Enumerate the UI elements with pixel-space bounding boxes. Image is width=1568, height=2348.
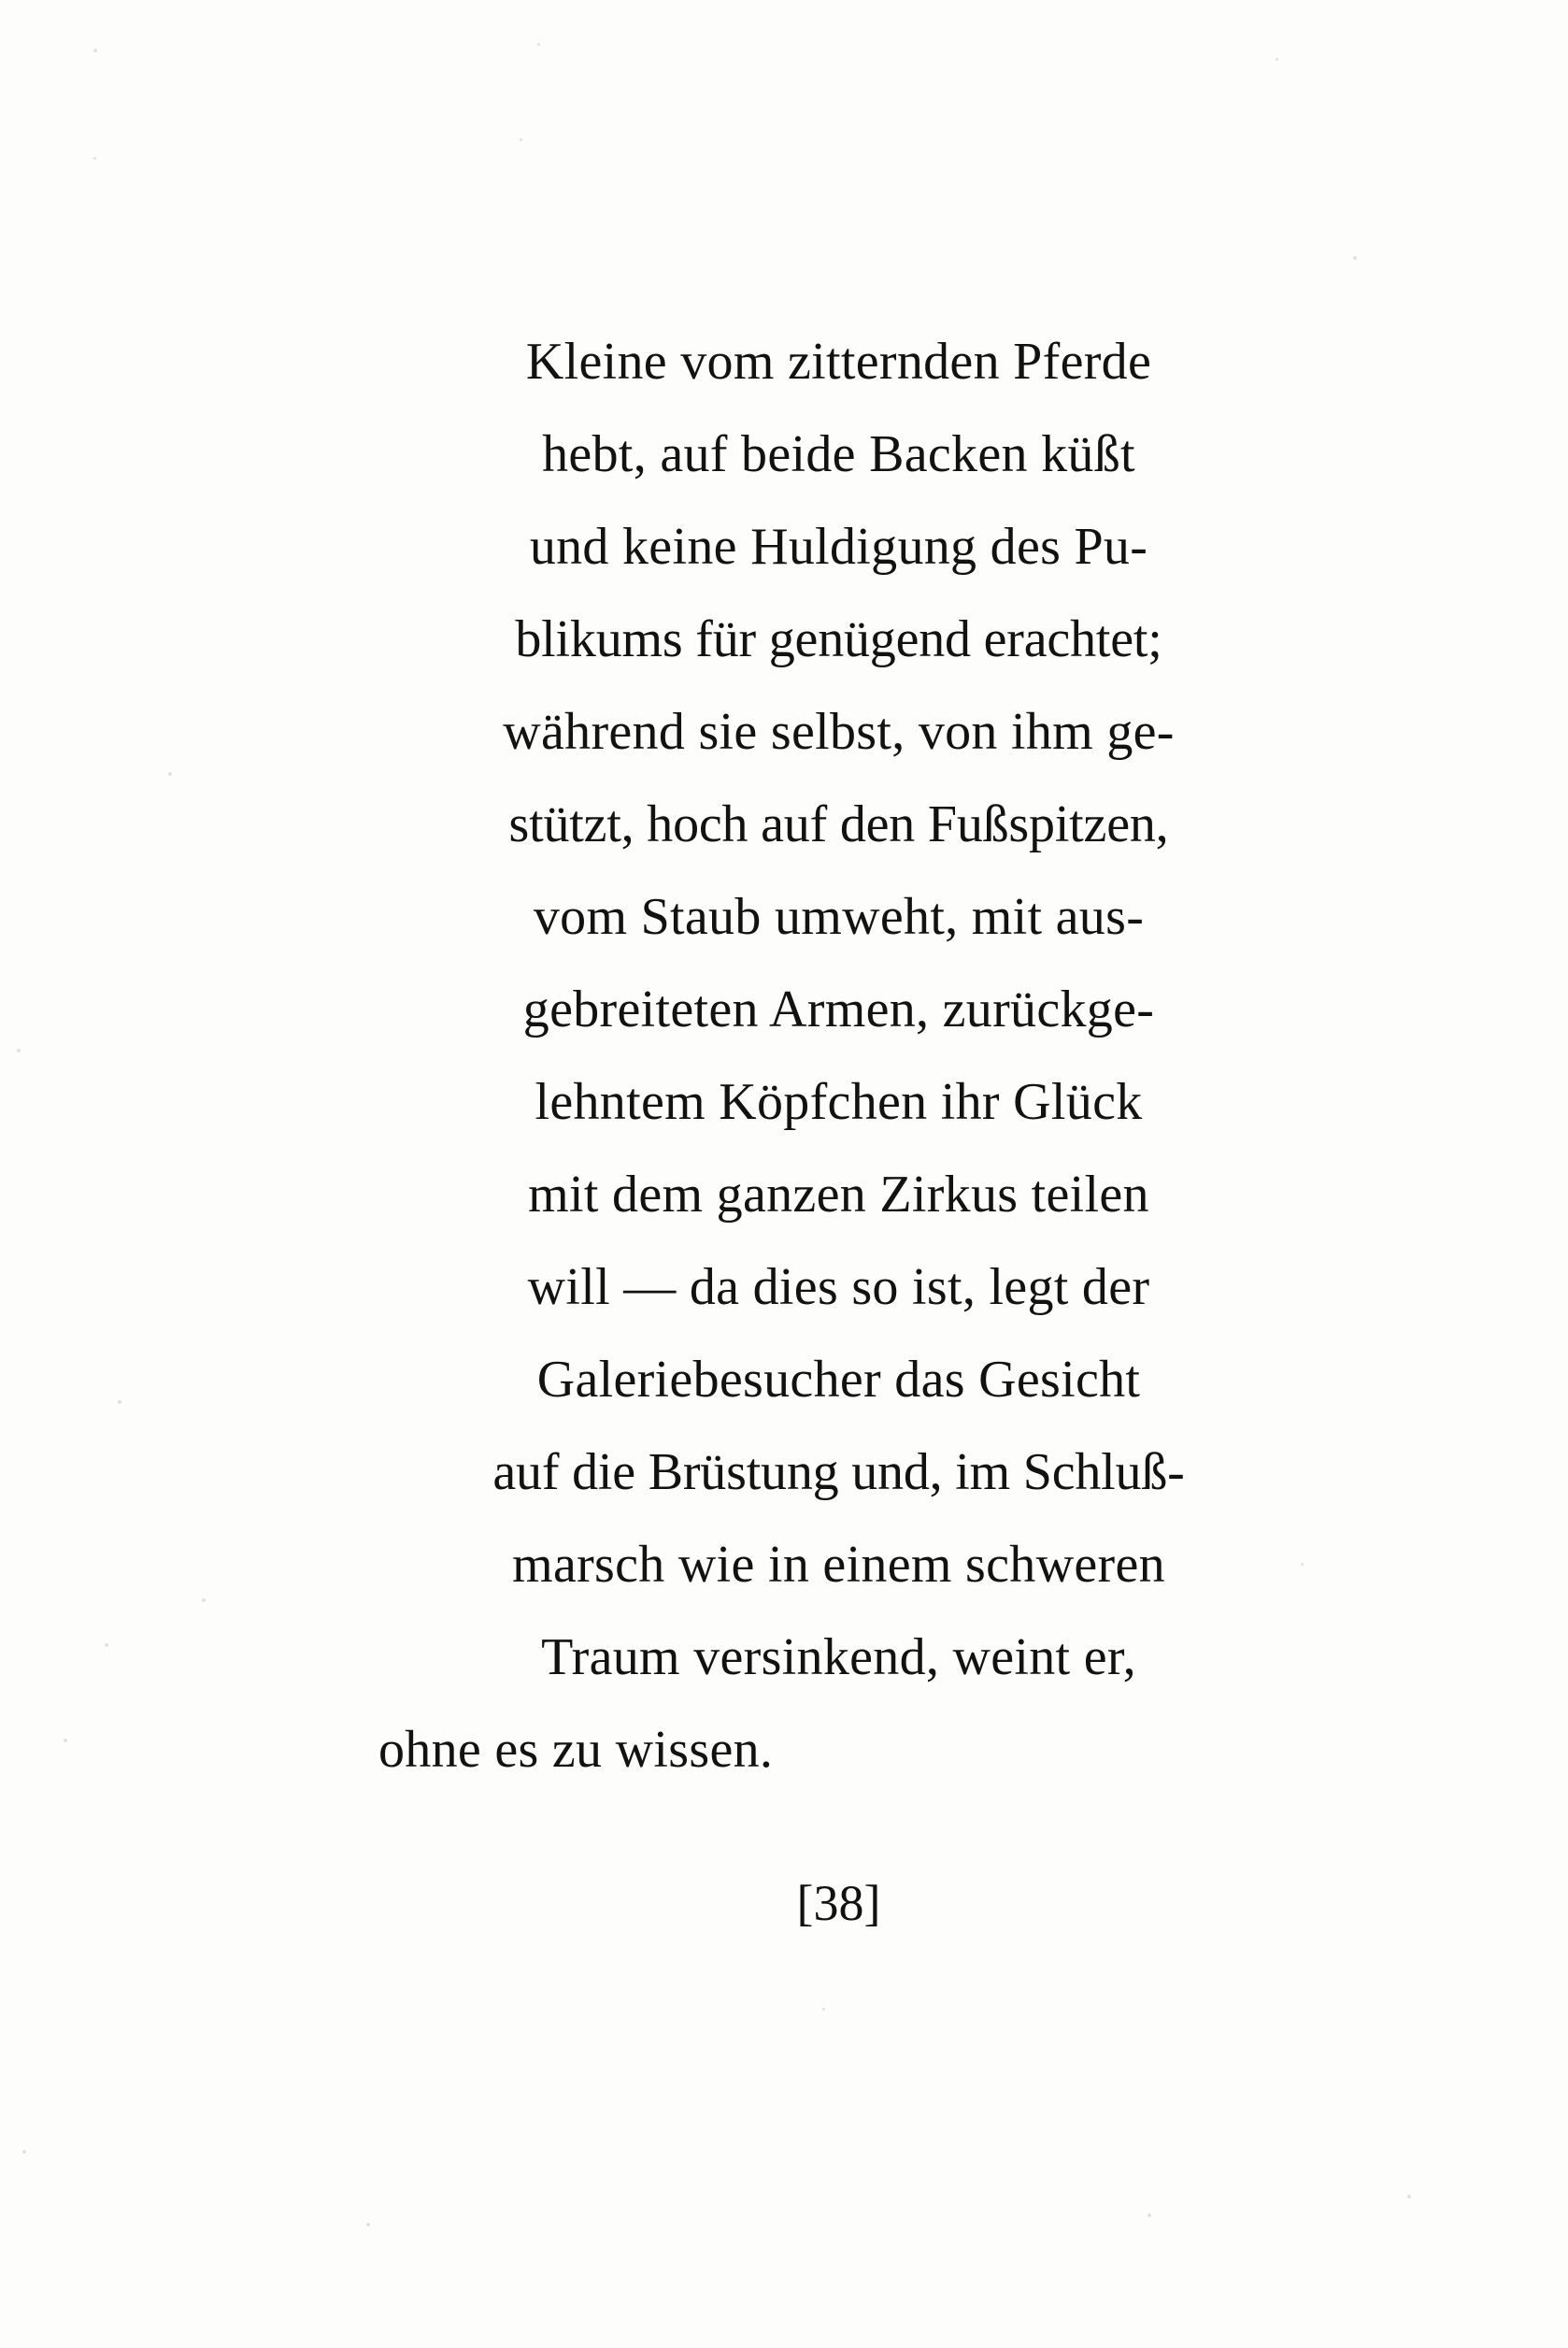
paper-speck [366, 2223, 370, 2226]
paper-speck [520, 138, 522, 141]
body-text [378, 316, 1299, 1797]
paper-speck [1353, 256, 1357, 260]
text-line: auf die Brüstung und, im Schluß- [492, 1443, 1185, 1501]
text-line: gebreiteten Armen, zurückge- [522, 981, 1155, 1038]
text-line: während sie selbst, von ihm ge- [503, 703, 1175, 761]
paper-speck [1407, 2195, 1411, 2198]
text-line: Kleine vom zitternden Pferde [525, 333, 1152, 391]
text-line: blikums für genügend erachtet; [515, 610, 1162, 668]
text-line: hebt, auf beide Backen küßt [542, 425, 1135, 483]
text-line: und keine Huldigung des Pu- [529, 518, 1148, 576]
paper-speck [537, 43, 540, 46]
paper-speck [1147, 2213, 1151, 2217]
paper-speck [93, 49, 97, 52]
text-line: stützt, hoch auf den Fußspitzen, [508, 795, 1169, 853]
paper-speck [1301, 1563, 1304, 1566]
paper-speck [118, 1400, 121, 1404]
text-line: Traum versinkend, weint er, [541, 1628, 1136, 1686]
paper-speck [202, 1598, 206, 1602]
paper-speck [105, 1643, 108, 1647]
text-line: ohne es zu wissen. [378, 1721, 774, 1779]
paper-speck [22, 2150, 26, 2154]
text-line: marsch wie in einem schweren [512, 1536, 1165, 1594]
paper-speck [168, 772, 172, 776]
paper-speck [93, 157, 96, 160]
paper-speck [17, 1049, 21, 1052]
paper-speck [822, 2008, 825, 2011]
text-line: lehntem Köpfchen ihr Glück [535, 1073, 1143, 1131]
text-line: mit dem ganzen Zirkus teilen [528, 1166, 1149, 1224]
paper-speck [1276, 58, 1278, 61]
paper-speck [64, 1739, 67, 1742]
text-line: vom Staub umweht, mit aus- [533, 888, 1145, 946]
page-number: [38] [796, 1875, 881, 1931]
text-line: will — da dies so ist, legt der [527, 1258, 1150, 1316]
text-line: Galeriebesucher das Gesicht [536, 1351, 1141, 1409]
